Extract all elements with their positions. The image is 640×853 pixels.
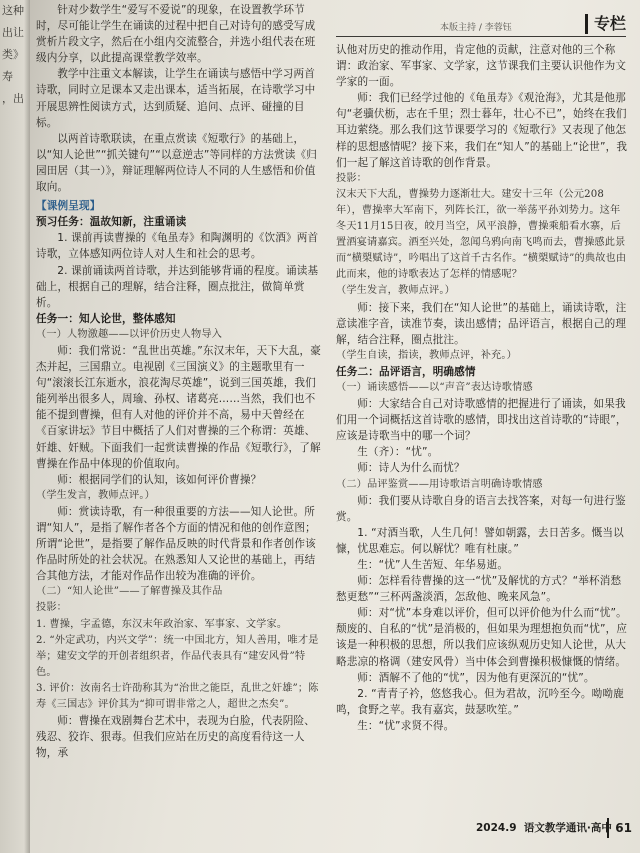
prev-page-line: 寿 [2, 70, 13, 83]
paragraph: 师：对“忧”本身难以评价，但可以评价他为什么而“忧”。颓废的、自私的“忧”是消极的，但如果为理想抱负而“忧”，应该是一种积极的思想，所以我们应该纵观历史知人论世，从大略悲凉的格调（建安风骨）当中体会到曹操积极慷慨的情绪。 [336, 607, 628, 668]
sub-heading: （一）人物激趣——以评价历史人物导入 [36, 328, 223, 340]
paragraph: 认他对历史的推动作用，肯定他的贡献，注意对他的三个称谓：政治家、军事家、文学家，这节课我们主要认识他作为文学家的一面。 [336, 44, 627, 89]
paragraph: 教学中注重文本解读，让学生在诵读与感悟中学习两首诗歌，同时立足课本又走出课本，适当拓展，在诗歌学习中开展思辨性阅读方式，达到质疑、追问、点评、碰撞的目标。 [36, 68, 316, 129]
paragraph: 汉末天下大乱，曹操势力逐渐壮大。建安十三年（公元208年），曹操率大军南下，列阵长江，欲一举荡平孙刘势力。这年冬天11月15日夜，皎月当空，风平浪静，曹操乘船看水寨，后置酒宴请嘉宾。酒至兴处，忽闻乌鸦向南飞鸣而去，曹操感此景而“横槊赋诗”，吟唱出了这首千古名作。“横槊赋诗”的典故也由此而来，他的诗歌表达了怎样的情感呢？ [336, 188, 627, 281]
column-tag: 专栏 [585, 14, 626, 34]
paragraph: 生（齐）：“忧”。 [357, 446, 439, 459]
prev-page-line: 这种 [2, 4, 24, 17]
paragraph: 投影： [336, 172, 368, 184]
paragraph: （学生发言，教师点评。） [336, 285, 455, 297]
page-footer [476, 818, 632, 838]
prev-page-line: ，出 [2, 92, 24, 105]
prev-page-line: 类》 [2, 48, 24, 61]
issue-date: 2024.9 [476, 822, 517, 834]
paragraph: 师：我们常说：“乱世出英雄。”东汉末年，天下大乱，豪杰并起，三国鼎立。电视剧《三国演义》的主题歌里有一句“滚滚长江东逝水，浪花淘尽英雄”，说到三国英雄，我们能列举出很多人，周瑜、孙权、诸葛亮……当然，我们也不能不提到曹操，但有人对他的评价并不高，易中天曾经在《百家讲坛》节目中概括了人们对曹操的三个称谓：英雄、奸雄、奸贼。下面我们一起赏读曹操的作品《短歌行》，了解曹操在作品中体现的价值取向。 [36, 344, 322, 470]
paragraph: 生：“忧”人生苦短、年华易逝。 [357, 559, 509, 571]
paragraph: 生：“忧”求贤不得。 [357, 719, 455, 732]
page-number: 61 [607, 818, 632, 838]
paragraph: 师：我们已经学过他的《龟虽寿》《观沧海》，尤其是他那句“老骥伏枥，志在千里；烈士暮年，壮心不已”，始终在我们耳边萦绕。那么我们这节课要学习的《短歌行》又表现了他怎样的思想感情呢？接下来，我们在“知人”的基础上“论世”，我们一起了解这首诗歌的创作背景。 [336, 92, 628, 169]
paragraph: 师：大家结合自己对诗歌感情的把握进行了诵读，如果我们用一个词概括这首诗歌的感情，即找出这首诗歌的“诗眼”，应该是诗歌当中的哪一个词？ [336, 398, 627, 443]
paragraph: 1. 曹操，字孟德，东汉末年政治家、军事家、文学家。 [36, 618, 288, 630]
paragraph: 师：怎样看待曹操的这一“忧”及解忧的方式？“举杯消愁愁更愁”“三杯两盏淡酒，怎敌他、晚来风急”。 [336, 575, 622, 604]
task-heading: 任务一：知人论世，整体感知 [36, 312, 176, 325]
column-host: 本版主持 / 李蓉钰 [440, 23, 512, 33]
section-heading: 【 课例呈现 】 [36, 198, 322, 214]
sub-heading: （二）“知人论世”——了解曹操及其作品 [36, 586, 223, 598]
paragraph: 1. “对酒当歌，人生几何！譬如朝露，去日苦多。慨当以慷，忧思难忘。何以解忧？唯有杜康。” [336, 526, 624, 555]
paragraph: 师：根据同学们的认知，该如何评价曹操？ [57, 473, 262, 486]
magazine-name: 语文教学通讯·高中 [523, 822, 612, 834]
paragraph: （学生自读，指读，教师点评，补充。） [336, 349, 517, 361]
paragraph: 师：我们要从诗歌自身的语言去找答案，对每一句进行鉴赏。 [336, 494, 626, 523]
paragraph: 师：接下来，我们在“知人论世”的基础上，诵读诗歌，注意读准字音，读准节奏，读出感情；品评语言，根据自己的理解，结合注释，圈点批注。 [336, 301, 627, 346]
paragraph: 2. “青青子衿，悠悠我心。但为君故，沉吟至今。呦呦鹿鸣，食野之苹。我有嘉宾，鼓瑟吹笙。” [336, 687, 624, 716]
page-header [336, 14, 626, 37]
sub-heading: （二）品评鉴赏——用诗歌语言明确诗歌情感 [336, 478, 543, 490]
sub-heading: （一）诵读感悟——以“声音”表达诗歌情感 [336, 381, 533, 393]
task-heading: 任务二：品评语言，明确感情 [336, 365, 476, 378]
left-column [36, 2, 322, 761]
paragraph: （学生发言，教师点评。） [36, 489, 155, 501]
paragraph: 1. 课前再读曹操的《龟虽寿》和陶渊明的《饮酒》两首诗歌，立体感知两位诗人对人生和社会的思考。 [36, 232, 319, 261]
paragraph: 针对少数学生“爱写不爱说”的现象，在设置教学环节时，尽可能让学生在诵读的过程中把自己对诗句的感受写成赏析片段文字，然后在小组内交流整合，并选小组代表在班级内分享，以此提高课堂教学效率。 [36, 4, 316, 65]
paragraph: 2. 课前诵读两首诗歌，并达到能够背诵的程度。诵读基础上，根据自己的理解，结合注释，圈点批注，做简单赏析。 [36, 264, 319, 309]
previous-page-edge [0, 0, 30, 853]
task-heading: 预习任务：温故知新，注重诵读 [36, 216, 187, 229]
right-column [336, 42, 628, 734]
paragraph: 3. 评价：汝南名士许劭称其为“治世之能臣，乱世之奸雄”；陈寿《三国志》评价其为“抑可谓非常之人，超世之杰矣”。 [36, 682, 319, 711]
paragraph: 师：酒解不了他的“忧”，因为他有更深沉的“忧”。 [357, 671, 595, 684]
paragraph: 师：诗人为什么而忧？ [357, 462, 465, 475]
paragraph: 师：曹操在戏剧舞台艺术中，表现为白脸，代表阴险、残忍、狡诈、狠毒。但我们应站在历史的高度看待这一人物，承 [36, 715, 316, 760]
paragraph: 2. “外定武功，内兴文学”：统一中国北方，知人善用，唯才是举；建安文学的开创者组织者，作品代表具有“建安风骨”特色。 [36, 634, 319, 678]
paragraph: 以两首诗歌联读，在重点赏读《短歌行》的基础上，以“知人论世”“抓关键句”“以意逆志”等同样的方法赏读《归园田居（其一）》，辩证理解两位诗人不同的人生感悟和价值取向。 [36, 132, 317, 194]
paragraph: 投影： [36, 602, 68, 614]
prev-page-line: 出让 [2, 26, 24, 39]
paragraph: 师：赏读诗歌，有一种很重要的方法——知人论世。所谓“知人”，是指了解作者各个方面的情况和他的创作意图；所谓“论世”，是指要了解作品反映的时代背景和作者创作该作品时所处的社会状况。在熟悉知人又论世的基础上，再结合其他方法，才能对作品作出较为准确的评价。 [36, 505, 316, 583]
